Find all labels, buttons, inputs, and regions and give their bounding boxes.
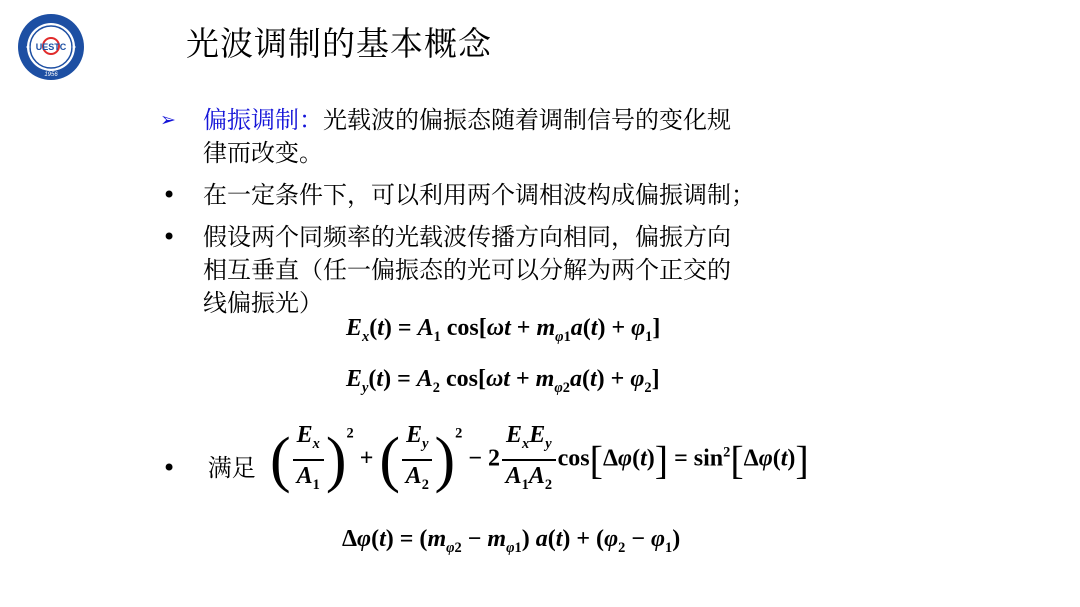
satisfy-label: 满足 (207, 454, 256, 482)
logo-text: UESTC (35, 42, 67, 52)
dot-bullet-icon: • (162, 181, 177, 209)
bullet-assumption (160, 221, 1040, 320)
equation-ex: $E_x(t) = A_1$ $\cos[\omega t + m_{\varphi 1}a(t) + \varphi_1]$ (346, 315, 661, 345)
arrow-bullet-icon: ➢ (160, 109, 176, 131)
bullet-condition (160, 179, 1040, 212)
equation-ey: $E_y(t) = A_2$ $\cos[\omega t + m_{\varphi 2}a(t) + \varphi_2]$ (346, 366, 660, 396)
slide-title: 光波调制的基本概念 (186, 24, 492, 63)
bullet-colon: ： (299, 106, 323, 134)
satisfy-bullet (160, 448, 256, 483)
bullet-text-line2: 律而改变。 (203, 139, 323, 167)
bullet-polarization-modulation (160, 104, 1040, 170)
equation-delta-phi: $\Delta\varphi(t) = (m_{\varphi 2} - m_{\varphi 1}) a(t) + (\varphi_2 - \varphi_1)$ (342, 526, 681, 556)
bullet-text-line3: 线偏振光） (203, 289, 323, 317)
equation-ellipse: ( $\frac{E_x}{A_1}$ )$^2$ + ( $\frac{E_y}{A_2}$ )$^2$ − 2 $\frac{E_xE_y}{A_1A_2}$ $\cos[\Delta\varphi(t)] = \sin^2[\Delta\varphi(t)]$ (270, 422, 809, 494)
university-logo (16, 12, 86, 82)
bullet-text-line1: 光载波的偏振态随着调制信号的变化规 (323, 106, 731, 134)
bullet-text-line2: 相互垂直（任一偏振态的光可以分解为两个正交的 (203, 256, 731, 284)
bullet-text: 在一定条件下，可以利用两个调相波构成偏振调制； (203, 181, 755, 209)
dot-bullet-icon: • (162, 454, 177, 482)
bullet-text-line1: 假设两个同频率的光载波传播方向相同，偏振方向 (203, 223, 731, 251)
logo-year: 1956 (44, 72, 58, 78)
bullet-heading: 偏振调制 (203, 106, 299, 134)
bullet-list (160, 104, 1040, 329)
dot-bullet-icon: • (162, 223, 177, 251)
